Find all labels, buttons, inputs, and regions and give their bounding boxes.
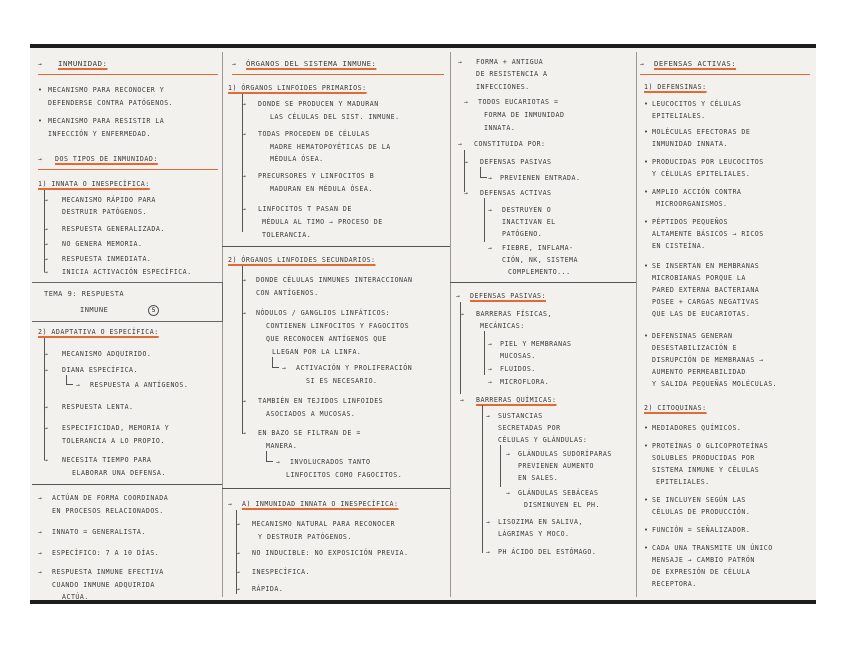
text-line: MÉDULA AL TIMO → PROCESO DE [262,218,383,226]
text-line: CON ANTÍGENOS. [256,289,319,297]
text-line: FUNCIÓN = SEÑALIZADOR. [652,526,751,534]
text-line: FLUIDOS. [500,365,536,373]
text-line: PH ÁCIDO DEL ESTÓMAGO. [498,548,597,556]
text-line: MÉDULA ÓSEA. [270,155,324,163]
text-line: GLÁNDULAS SEBÁCEAS [518,489,599,497]
arrow-icon: → [282,364,287,372]
section-rule [222,246,450,247]
arrow-icon: → [242,100,247,108]
text-line: SUSTANCIAS [498,412,543,420]
bullet: • [644,218,649,226]
bullet: • [644,442,649,450]
top-border [30,44,816,48]
text-line: ALTAMENTE BÁSICOS → RICOS [652,230,764,238]
arrow-icon: → [228,500,233,508]
text-line: LAS CÉLULAS DEL SIST. INMUNE. [270,113,400,121]
text-line: MADRE HEMATOPOYÉTICAS DE LA [270,143,391,151]
heading-inmunidad: INMUNIDAD: [58,59,108,68]
arrow-icon: → [38,60,43,68]
text-line: DEFENSINAS GENERAN [652,332,733,340]
text-line: SI ES NECESARIO. [306,377,378,385]
text-line: MOLÉCULAS EFECTORAS DE [652,128,751,136]
text-line: DEFENSAS PASIVAS [480,158,552,166]
text-line: RESPUESTA LENTA. [62,403,134,411]
def-title: 1) DEFENSINAS: [644,83,707,91]
branch-line [266,451,273,462]
text-line: PÉPTIDOS PEQUEÑOS [652,218,728,226]
text-line: MANERA. [266,442,298,450]
orange-rule [38,169,218,170]
text-line: FORMA DE INMUNIDAD [484,111,565,119]
text-line: Y SALIDA PEQUEÑAS MOLÉCULAS. [652,380,778,388]
text-line: ESPECIFICIDAD, MEMORIA Y [62,424,170,432]
arrow-icon: → [242,429,247,437]
text-line: Y CÉLULAS EPITELIALES. [652,170,751,178]
text-line: DISMINUYEN EL PH. [524,501,600,509]
text-line: INNATA. [484,124,516,132]
arrow-icon: → [486,548,491,556]
text-line: EN PROCESOS RELACIONADOS. [52,507,164,515]
text-line: SE INSERTAN EN MEMBRANAS [652,262,760,270]
arrow-icon: → [242,309,247,317]
text-line: RESPUESTA GENERALIZADA. [62,225,165,233]
text-line: ASOCIADOS A MUCOSAS. [266,410,356,418]
section-rule [32,484,222,485]
bullet: • [644,544,649,552]
text-line: LEUCOCITOS Y CÉLULAS [652,100,742,108]
text-line: QUE RECONOCEN ANTÍGENOS QUE [266,335,387,343]
arrow-icon: → [464,189,469,197]
text-line: EN CISTEÍNA. [652,242,706,250]
text-line: CONSTITUIDA POR: [474,140,546,148]
text-line: CUANDO INMUNE ADQUIRIDA [52,581,155,589]
text-line: MICROORGANISMOS. [656,200,728,208]
arrow-icon: → [486,412,491,420]
arrow-icon: → [506,450,511,458]
text-line: ESPECÍFICO: 7 A 10 DÍAS. [52,549,160,557]
text-line: AUMENTO PERMEABILIDAD [652,368,746,376]
text-line: NO INDUCIBLE: NO EXPOSICIÓN PREVIA. [252,549,409,557]
text-line: CÉLULAS DE PRODUCCIÓN. [652,508,751,516]
text-line: EN SALES. [518,474,559,482]
innata-title: 1) INNATA O INESPECÍFICA: [38,180,150,188]
branch-line [482,405,489,553]
text-line: DE RESISTENCIA A [476,70,548,78]
text-line: INMUNIDAD INNATA. [652,140,728,148]
arrow-icon: → [460,396,465,404]
arrow-icon: → [44,255,49,263]
text-line: NECESITA TIEMPO PARA [62,456,152,464]
text-line: LÁGRIMAS Y MOCO. [498,530,570,538]
text-line: DISRUPCIÓN DE MEMBRANAS → [652,356,764,364]
text-line: INNATO = GENERALISTA. [52,528,146,536]
text-line: TAMBIÉN EN TEJIDOS LINFOIDES [258,397,384,405]
text-line: DE EXPRESIÓN DE CÉLULA [652,568,751,576]
arrow-icon: → [464,98,469,106]
text-line: DIANA ESPECÍFICA. [62,366,138,374]
arrow-icon: → [38,568,43,576]
column-divider [450,52,451,597]
quimicas-title: BARRERAS QUÍMICAS: [476,396,557,404]
arrow-icon: → [488,206,493,214]
tema-subtitle: INMUNE [80,306,109,314]
text-line: INFECCIÓN Y ENFERMEDAD. [48,130,151,138]
text-line: MENSAJE → CAMBIO PATRÓN [652,556,755,564]
bullet: • [644,262,649,270]
arrow-icon: → [488,340,493,348]
arrow-icon: → [236,568,241,576]
arrow-icon: → [232,60,237,68]
arrow-icon: → [38,549,43,557]
branch-line [242,266,251,434]
branch-line [66,375,73,385]
bullet: • [644,424,649,432]
tema-number: 5 [148,305,159,316]
orange-rule [640,74,810,75]
tema-box [32,282,223,322]
text-line: MADURAN EN MÉDULA ÓSEA. [270,185,373,193]
arrow-icon: → [44,456,49,464]
column-divider [222,52,223,597]
text-line: DONDE CÉLULAS INMUNES INTERACCIONAN [256,276,413,284]
text-line: ACTÚA. [62,593,89,601]
arrow-icon: → [44,424,49,432]
arrow-icon: → [44,240,49,248]
text-line: QUE LAS DE EUCARIOTAS. [652,310,751,318]
text-line: EN BAZO SE FILTRAN DE = [258,429,361,437]
text-line: SE INCLUYEN SEGÚN LAS [652,496,746,504]
text-line: MECANISMO PARA RESISTIR LA [48,117,165,125]
arrow-icon: → [44,225,49,233]
text-line: INICIA ACTIVACIÓN ESPECÍFICA. [62,268,192,276]
arrow-icon: → [242,397,247,405]
adapt-title: 2) ADAPTATIVA O ESPECÍFICA: [38,328,159,336]
text-line: MECANISMO NATURAL PARA RECONOCER [252,520,396,528]
text-line: SOLUBLES PRODUCIDAS POR [652,454,755,462]
text-line: BARRERAS FÍSICAS, [476,310,552,318]
text-line: ELABORAR UNA DEFENSA. [72,469,166,477]
heading-activas: DEFENSAS ACTIVAS: [654,59,737,68]
sec-title: 2) ÓRGANOS LINFOIDES SECUNDARIOS: [228,256,376,264]
text-line: PATÓGENO. [502,230,543,238]
text-line: SECRETADAS POR [498,424,561,432]
text-line: Y DESTRUIR PATÓGENOS. [258,533,352,541]
arrow-icon: → [242,205,247,213]
text-line: MUCOSAS. [500,352,536,360]
arrow-icon: → [506,489,511,497]
text-line: DEFENSAS ACTIVAS [480,189,552,197]
heading-pasivas: DEFENSAS PASIVAS: [470,292,546,300]
text-line: RÁPIDA. [252,585,284,593]
text-line: INESPECÍFICA. [252,568,311,576]
text-line: INFECCIONES. [476,83,530,91]
branch-line [484,198,491,242]
arrow-icon: → [458,58,463,66]
arrow-icon: → [38,155,43,163]
text-line: ACTÚAN DE FORMA COORDINADA [52,494,169,502]
tema-title: TEMA 9: RESPUESTA [44,290,125,298]
text-line: GLÁNDULAS SUDORÍPARAS [518,450,612,458]
text-line: MICROFLORA. [500,378,550,386]
text-line: RESPUESTA INMEDIATA. [62,255,152,263]
arrow-icon: → [38,494,43,502]
text-line: POSEE + CARGAS NEGATIVAS [652,298,760,306]
arrow-icon: → [76,381,81,389]
text-line: AMPLIO ACCIÓN CONTRA [652,188,742,196]
arrow-icon: → [640,60,645,68]
text-line: LISOZIMA EN SALIVA, [498,518,583,526]
orange-rule [38,74,218,75]
bullet: • [644,100,649,108]
text-line: PREVIENEN AUMENTO [518,462,594,470]
text-line: TODOS EUCARIOTAS = [478,98,559,106]
text-line: LINFOCITOS T PASAN DE [258,205,352,213]
arrow-icon: → [38,528,43,536]
text-line: INVOLUCRADOS TANTO [290,458,371,466]
arrow-icon: → [44,268,49,276]
branch-line [272,357,279,368]
bullet: • [38,86,43,94]
text-line: TOLERANCIA. [262,231,312,239]
text-line: DESTRUIR PATÓGENOS. [62,208,147,216]
bottom-border [30,600,816,604]
column-divider [636,52,637,597]
text-line: NÓDULOS / GANGLIOS LINFÁTICOS: [256,309,391,317]
text-line: PRODUCIDAS POR LEUCOCITOS [652,158,764,166]
arrow-icon: → [488,244,493,252]
text-line: PIEL Y MEMBRANAS [500,340,572,348]
bullet: • [644,332,649,340]
arrow-icon: → [242,172,247,180]
text-line: CIÓN, NK, SISTEMA [502,256,578,264]
text-line: MECÁNICAS: [480,322,525,330]
bullet: • [644,158,649,166]
text-line: CADA UNA TRANSMITE UN ÚNICO [652,544,773,552]
text-line: INACTIVAN EL [502,218,556,226]
arrow-icon: → [458,140,463,148]
orange-rule [232,74,444,75]
arrow-icon: → [236,585,241,593]
bullet: • [644,188,649,196]
arrow-icon: → [486,518,491,526]
text-line: MECANISMO RÁPIDO PARA [62,196,156,204]
bullet: • [644,526,649,534]
branch-line [464,150,473,192]
text-line: RESPUESTA INMUNE EFECTIVA [52,568,164,576]
heading-organos: ÓRGANOS DEL SISTEMA INMUNE: [246,59,377,68]
text-line: LLEGAN POR LA LINFA. [272,348,362,356]
arrow-icon: → [44,350,49,358]
text-line: PRECURSORES Y LINFOCITOS B [258,172,375,180]
text-line: COMPLEMENTO... [508,268,571,276]
text-line: LINFOCITOS COMO FAGOCITOS. [286,471,403,479]
text-line: ACTIVACIÓN Y PROLIFERACIÓN [296,364,413,372]
text-line: DEFENDERSE CONTRA PATÓGENOS. [48,99,174,107]
heading-tipos: DOS TIPOS DE INMUNIDAD: [55,155,158,163]
text-line: TOLERANCIA A LO PROPIO. [62,437,165,445]
arrow-icon: → [456,292,461,300]
text-line: EPITELIALES. [652,112,706,120]
arrow-icon: → [464,158,469,166]
text-line: PROTEÍNAS O GLICOPROTEÍNAS [652,442,769,450]
a-title: A) INMUNIDAD INNATA O INESPECÍFICA: [242,500,399,508]
arrow-icon: → [460,310,465,318]
section-rule [222,488,450,489]
bullet: • [38,117,43,125]
arrow-icon: → [488,174,493,182]
text-line: NO GENERA MEMORIA. [62,240,143,248]
bullet: • [644,496,649,504]
text-line: CÉLULAS Y GLÁNDULAS: [498,436,588,444]
text-line: TODAS PROCEDEN DE CÉLULAS [258,130,370,138]
arrow-icon: → [44,366,49,374]
text-line: MEDIADORES QUÍMICOS. [652,424,742,432]
text-line: RESPUESTA A ANTÍGENOS. [90,381,189,389]
text-line: RECEPTORA. [652,580,697,588]
text-line: CONTIENEN LINFOCITOS Y FAGOCITOS [266,322,410,330]
arrow-icon: → [276,458,281,466]
text-line: MECANISMO ADQUIRIDO. [62,350,152,358]
arrow-icon: → [44,196,49,204]
text-line: FIEBRE, INFLAMA- [502,244,574,252]
text-line: SISTEMA INMUNE Y CÉLULAS [652,466,760,474]
section-rule [450,282,636,283]
text-line: MECANISMO PARA RECONOCER Y [48,86,165,94]
arrow-icon: → [488,365,493,373]
arrow-icon: → [236,520,241,528]
arrow-icon: → [242,130,247,138]
text-line: PARED EXTERNA BACTERIANA [652,286,760,294]
text-line: EPITELIALES. [656,478,710,486]
text-line: DESTRUYEN O [502,206,552,214]
arrow-icon: → [44,403,49,411]
arrow-icon: → [488,378,493,386]
text-line: FORMA + ANTIGUA [476,58,544,66]
prim-title: 1) ÓRGANOS LINFOIDES PRIMARIOS: [228,84,367,92]
arrow-icon: → [242,276,247,284]
branch-line [480,167,487,178]
text-line: MICROBIANAS PORQUE LA [652,274,746,282]
cito-title: 2) CITOQUINAS: [644,404,707,412]
arrow-icon: → [236,549,241,557]
text-line: DESESTABILIZACIÓN E [652,344,737,352]
bullet: • [644,128,649,136]
text-line: DONDE SE PRODUCEN Y MADURAN [258,100,379,108]
text-line: PREVIENEN ENTRADA. [500,174,581,182]
